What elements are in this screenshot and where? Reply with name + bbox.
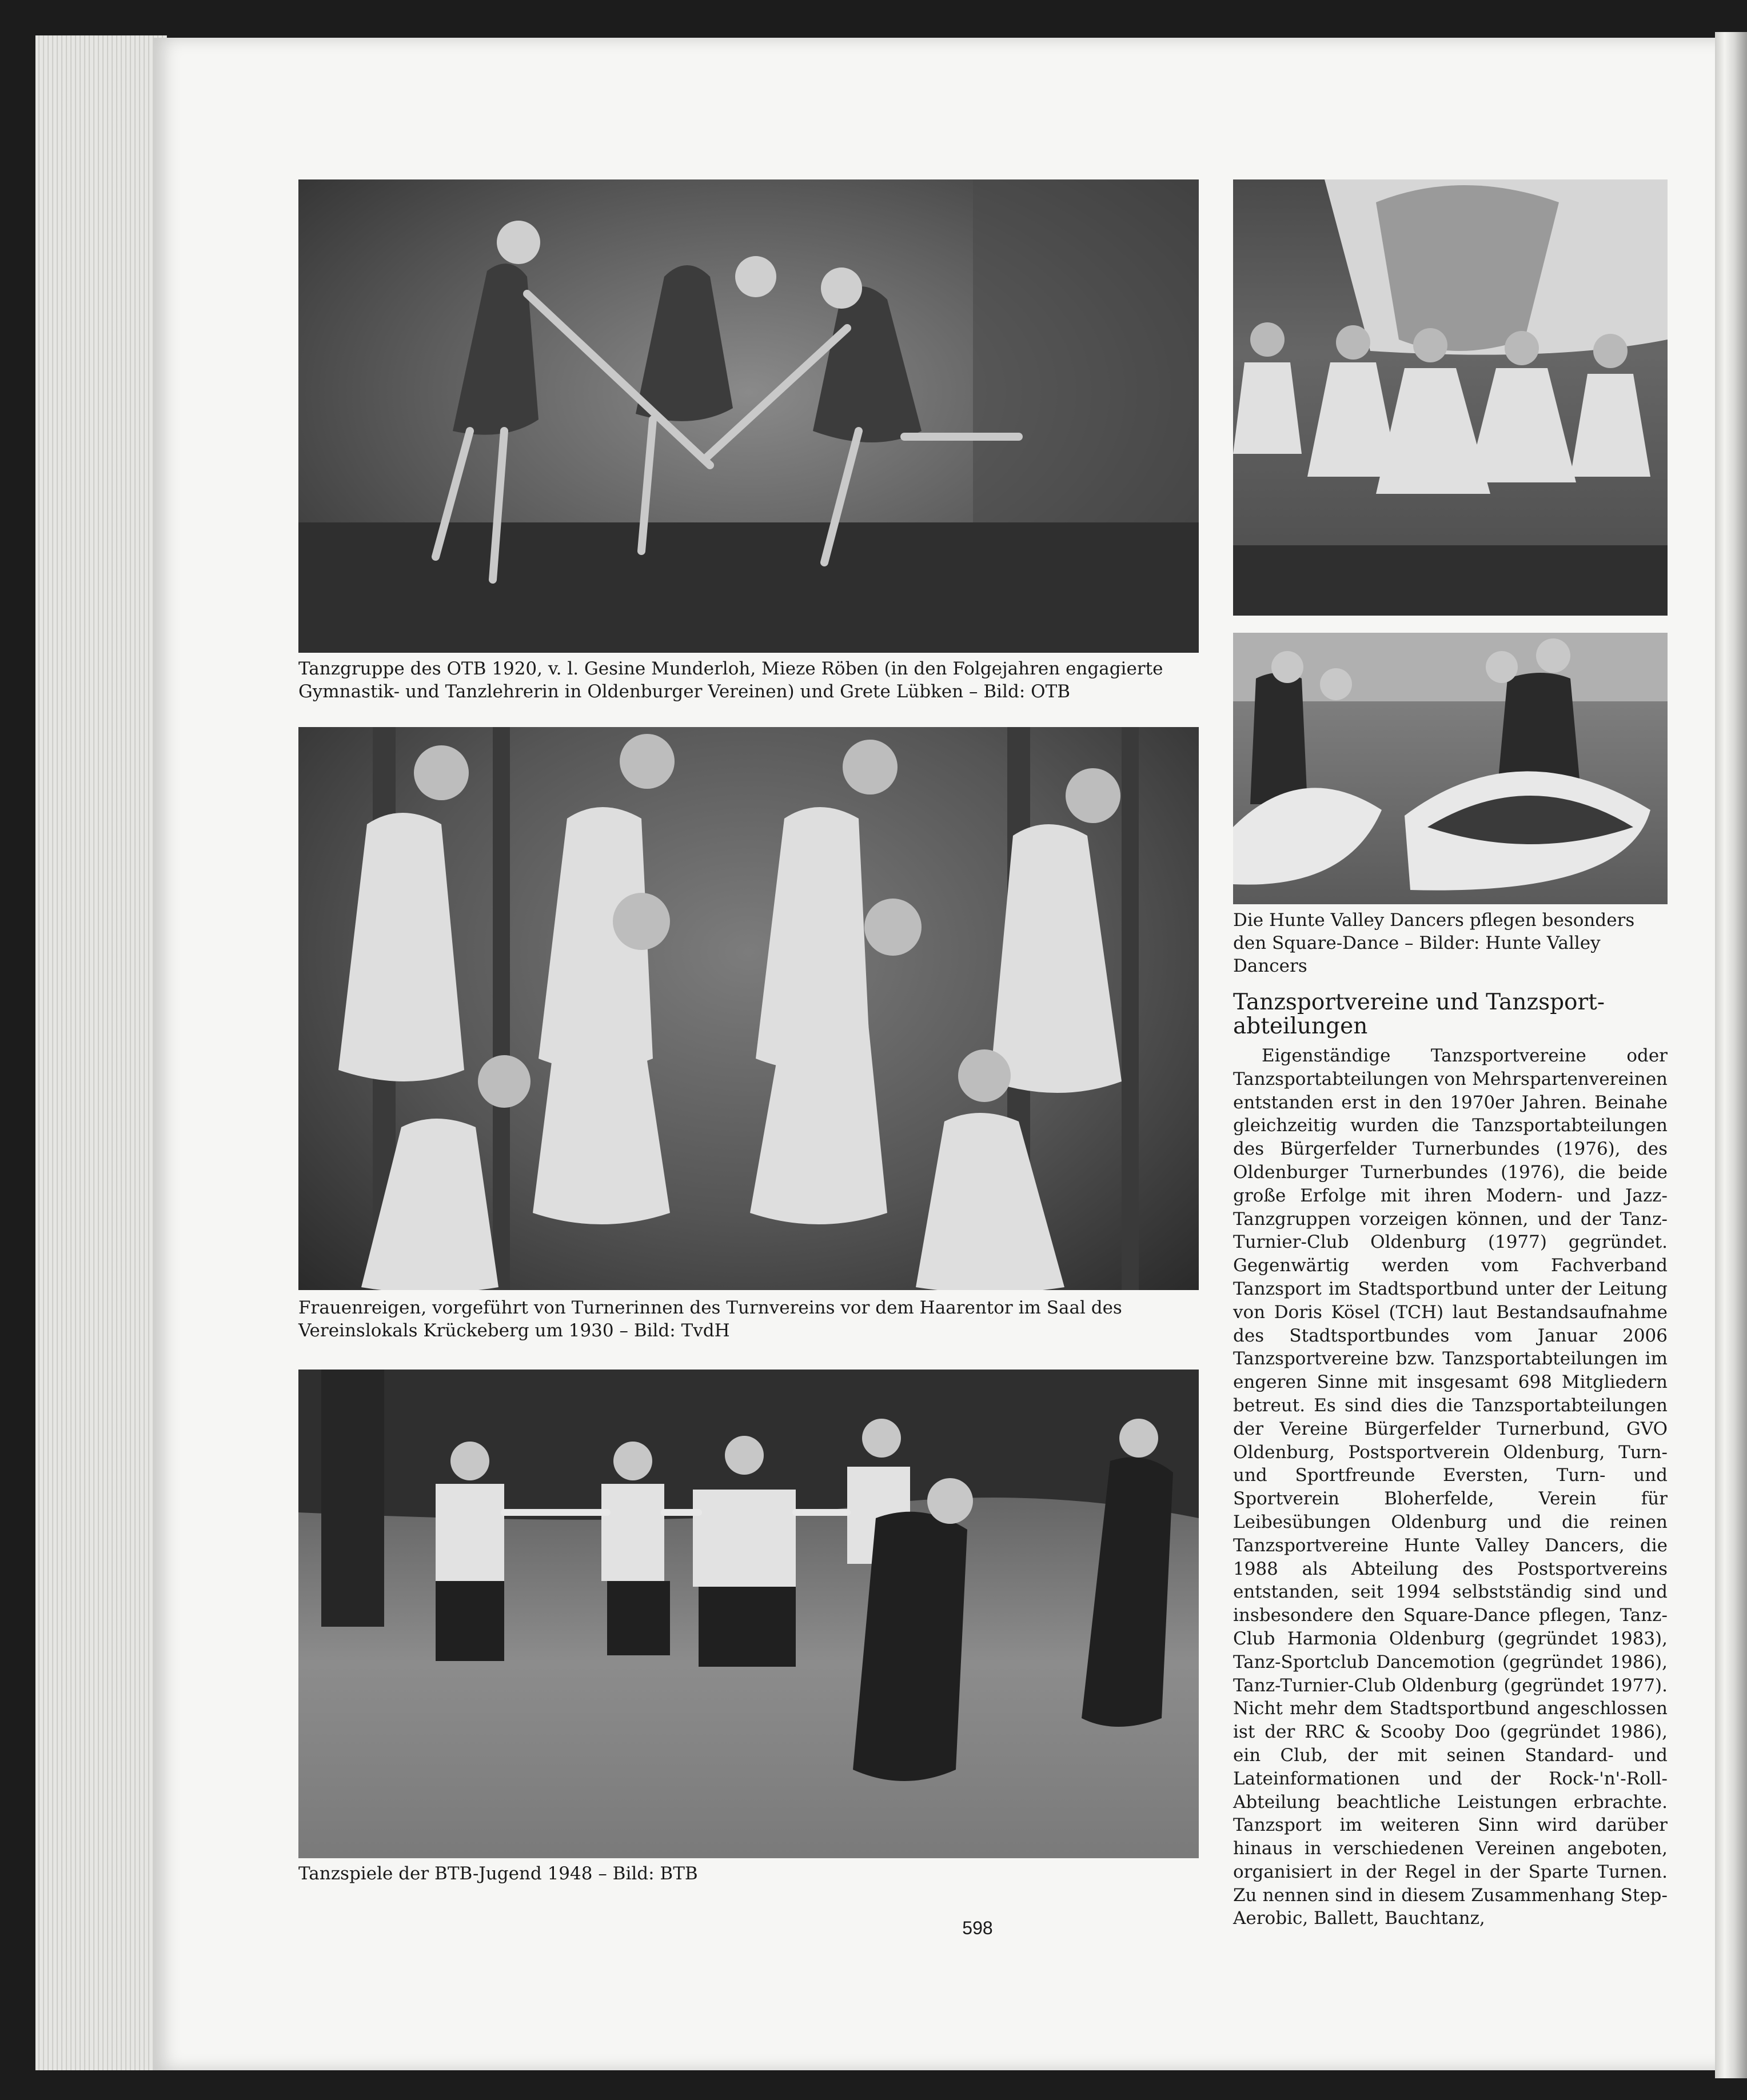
photo-frauenreigen-1930 [298, 727, 1199, 1290]
book-page-edges [35, 35, 167, 2070]
page-number: 598 [962, 1918, 993, 1938]
square-dance-couples-photo-icon [1233, 633, 1668, 904]
photo-btb-jugend-1948 [298, 1370, 1199, 1858]
caption-btb-jugend-1948: Tanzspiele der BTB-Jugend 1948 – Bild: BTB [298, 1863, 698, 1884]
youth-circle-dance-photo-icon [298, 1370, 1199, 1858]
photo-otb-1920 [298, 179, 1199, 653]
square-dance-children-photo-icon [1233, 179, 1668, 616]
article-heading: Tanzsportvereine und Tanzsportabteilungen [1233, 989, 1605, 1039]
caption-frauenreigen-1930: Frauenreigen, vorgeführt von Turnerinnen des Turnvereins vor dem Haarentor im Saal des Vereinslokals Krückeberg um 1930 – Bild: TvdH [298, 1297, 1122, 1341]
book-right-edge [1715, 32, 1747, 2078]
photo-hunte-valley-couples [1233, 633, 1668, 904]
caption-hunte-valley: Die Hunte Valley Dancers pflegen besonders den Square-Dance – Bilder: Hunte Valley Dancers [1233, 910, 1635, 976]
dance-group-photo-icon [298, 179, 1199, 653]
article-body: Eigenständige Tanzsportvereine oder Tanzsportabteilungen von Mehrspartenvereinen entstanden erst in den 1970er Jahren. Beinahe gleichzeitig wurden die Tanzsportabteilungen des Bürgerfelder Turnerbundes (1976), des Oldenburger Turnerbundes (1976), die beide große Erfolge mit ihren Modern- und Jazz-Tanzgruppen vorzeigen können, und der Tanz-Turnier-Club Oldenburg (1977) gegründet. Gegenwärtig werden vom Fachverband Tanzsport im Stadtsportbund unter der Leitung von Doris Kösel (TCH) laut Bestandsaufnahme des Stadtsportbundes vom Januar 2006 Tanzsportvereine bzw. Tanzsportabteilungen im engeren Sinne mit insgesamt 698 Mitgliedern betreut. Es sind dies die Tanzsportabteilungen der Vereine Bürgerfelder Turnerbund, GVO Oldenburg, Postsportverein Oldenburg, Turn- und Sportfreunde Eversten, Turn- und Sportverein Bloherfelde, Verein für Leibesübungen Oldenburg und die reinen Tanzsportvereine Hunte Valley Dancers, die 1988 als Abteilung des Postsportvereins entstanden, seit 1994 selbstständig sind und insbesondere den Square-Dance pflegen, Tanz-Club Harmonia Oldenburg (gegründet 1983), Tanz-Sportclub Dancemotion (gegründet 1986), Tanz-Turnier-Club Oldenburg (gegründet 1977). Nicht mehr dem Stadtsportbund angeschlossen ist der RRC & Scooby Doo (gegründet 1986), ein Club, der mit seinen Standard- und Lateinformationen und der Rock-'n'-Roll-Abteilung beachtliche Leistungen erbrachte. Tanzsport im weiteren Sinn wird darüber hinaus in verschiedenen Vereinen angeboten, organisiert in der Regel in der Sparte Turnen. Zu nennen sind in diesem Zusammenhang Step-Aerobic, Ballett, Bauchtanz, [1233, 1045, 1668, 1929]
caption-otb-1920: Tanzgruppe des OTB 1920, v. l. Gesine Munderloh, Mieze Röben (in den Folgejahren engagierte Gymnastik- und Tanzlehrerin in Oldenburger Vereinen) und Grete Lübken – Bild: OTB [298, 658, 1163, 702]
women-round-dance-photo-icon [298, 727, 1199, 1290]
photo-hunte-valley-children [1233, 179, 1668, 616]
